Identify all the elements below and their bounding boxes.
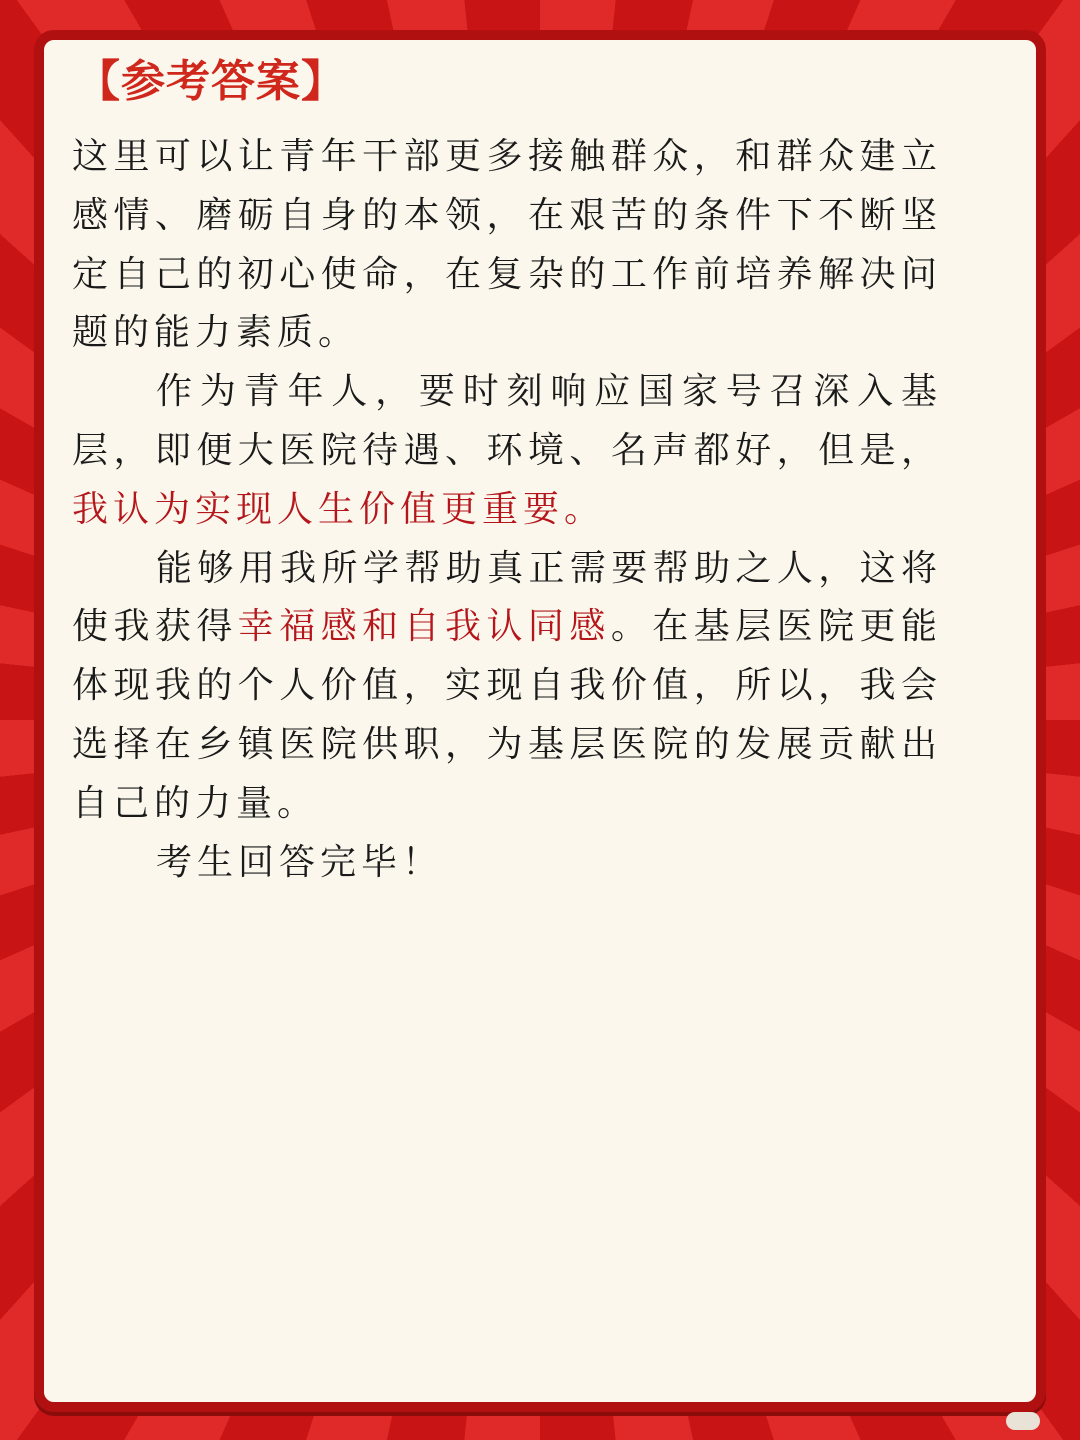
answer-paragraph-2 (72, 363, 942, 539)
answer-closing-line (72, 834, 942, 893)
answer-body (72, 128, 942, 892)
watermark-badge (1006, 1412, 1040, 1430)
closing-line-text: 考生回答完毕！ (156, 841, 444, 883)
paragraph-3-highlight: 幸福感和自我认同感 (237, 606, 611, 648)
paragraph-3-text-before: 能够用我所学帮助真正需要帮助之人，这将使我获得 (72, 547, 942, 648)
paragraph-2-highlight: 我认为实现人生价值更重要。 (72, 488, 606, 530)
answer-heading: 【参考答案】 (76, 56, 346, 107)
paragraph-2-text: 作为青年人，要时刻响应国家号召深入基层，即便大医院待遇、环境、名声都好，但是， (72, 371, 942, 471)
paragraph-1-text: 这里可以让青年干部更多接触群众，和群众建立感情、磨砺自身的本领，在艰苦的条件下不断坚定自己的初心使命，在复杂的工作前培养解决问题的能力素质。 (72, 136, 942, 354)
answer-paragraph-3 (72, 540, 942, 834)
answer-paragraph-1 (72, 128, 942, 363)
paragraph-3-text-after: 。在基层医院更能体现我的个人价值，实现自我价值，所以，我会选择在乡镇医院供职，为基层医院的发展贡献出自己的力量。 (72, 606, 942, 824)
